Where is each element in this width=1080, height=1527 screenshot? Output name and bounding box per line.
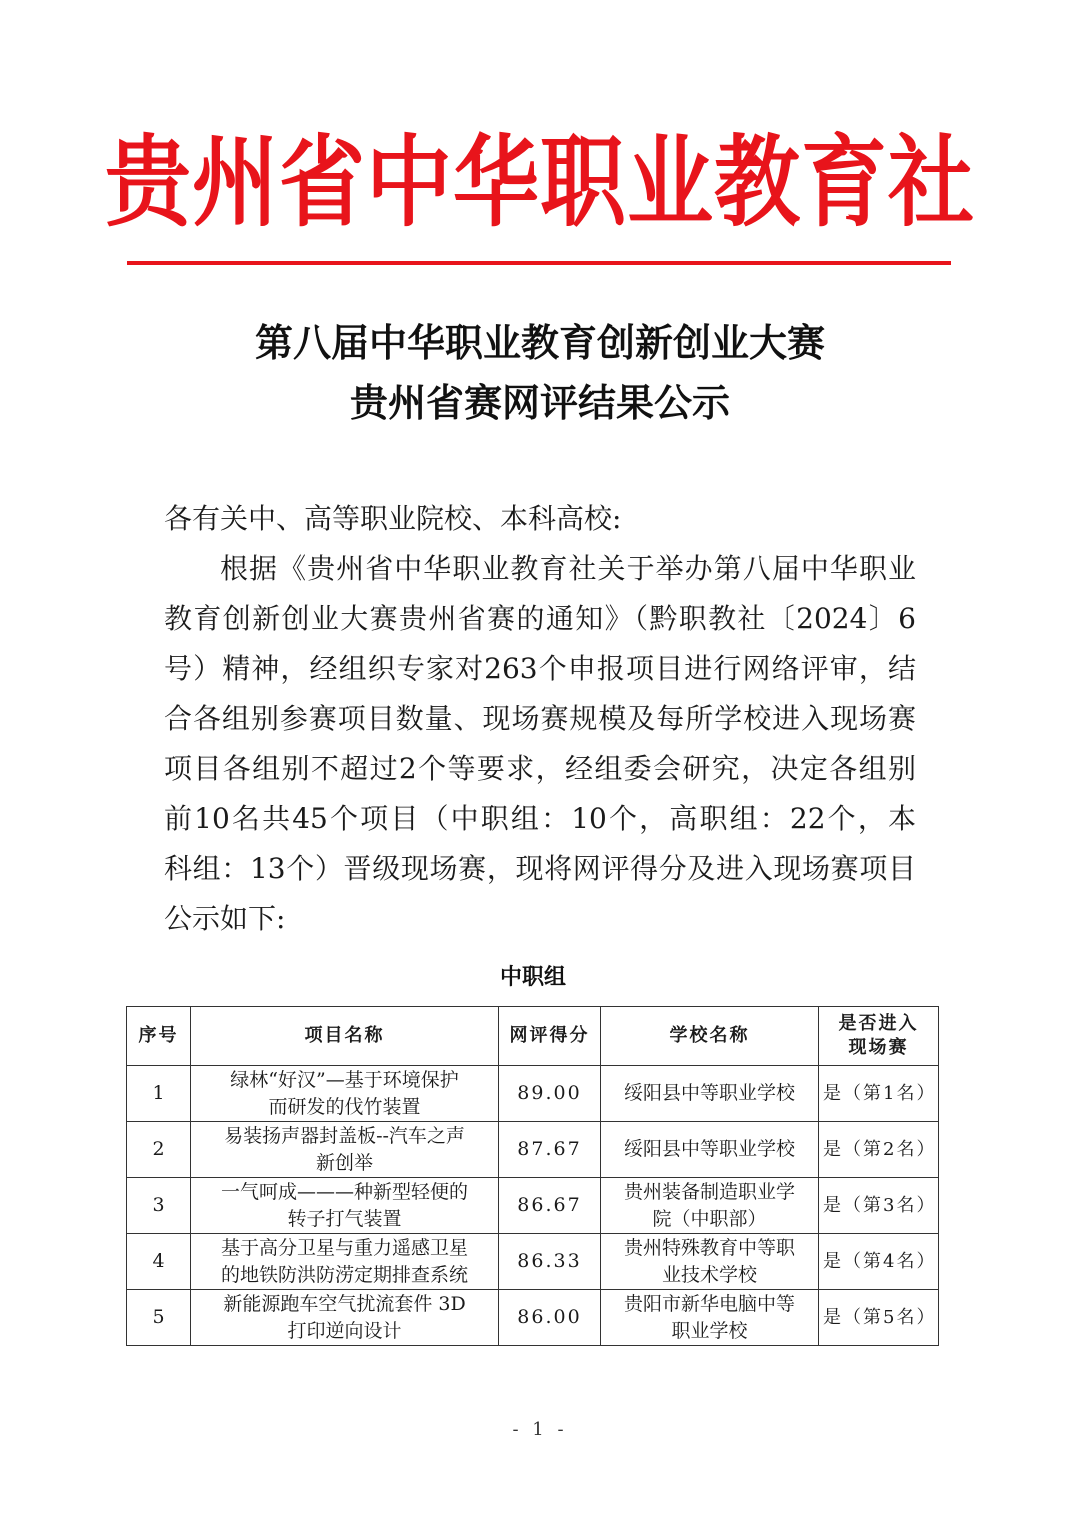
letterhead-red-rule [127, 261, 951, 265]
salutation: 各有关中、高等职业院校、本科高校: [164, 502, 622, 535]
body-paragraph-line: 号）精神，经组织专家对263个申报项目进行网络评审，结 [164, 652, 916, 685]
cell-project-line-1: 绿林“好汉”—基于环境保护 [230, 1068, 459, 1091]
cell-project-line-2: 而研发的伐竹装置 [268, 1095, 421, 1118]
cell-school-line-1: 贵州装备制造职业学 [623, 1180, 795, 1203]
cell-project-line-2: 新创举 [315, 1151, 373, 1174]
cell-seq: 1 [127, 1066, 191, 1122]
cell-project [191, 1290, 499, 1346]
header-advance-line-1: 是否进入 [838, 1013, 919, 1034]
cell-school-line-1: 贵州特殊教育中等职 [623, 1236, 795, 1259]
cell-school [601, 1234, 819, 1290]
document-title-line-2: 贵州省赛网评结果公示 [349, 380, 730, 425]
header-project: 项目名称 [191, 1007, 499, 1066]
body-paragraph-line: 前10名共45个项目（中职组：10个，高职组：22个，本 [164, 802, 916, 835]
table-header-row [127, 1007, 939, 1066]
body-paragraph-line: 公示如下: [164, 902, 286, 935]
cell-advance: 是（第5名） [819, 1290, 939, 1346]
cell-school [601, 1290, 819, 1346]
cell-advance: 是（第3名） [819, 1178, 939, 1234]
body-paragraph-line: 科组：13个）晋级现场赛，现将网评得分及进入现场赛项目 [164, 852, 916, 885]
table-row [127, 1178, 939, 1234]
cell-school-line-2: 院（中职部） [652, 1207, 767, 1230]
body-paragraph-line: 根据《贵州省中华职业教育社关于举办第八届中华职业 [220, 552, 916, 585]
header-advance-line-2: 现场赛 [848, 1037, 909, 1058]
cell-score: 89.00 [499, 1066, 601, 1122]
cell-score: 86.33 [499, 1234, 601, 1290]
cell-project-line-2: 的地铁防洪防涝定期排查系统 [220, 1263, 468, 1286]
results-table [126, 1006, 939, 1346]
cell-project [191, 1234, 499, 1290]
header-school: 学校名称 [601, 1007, 819, 1066]
cell-school-line-2: 业技术学校 [661, 1263, 757, 1286]
cell-school [601, 1122, 819, 1178]
cell-seq: 5 [127, 1290, 191, 1346]
cell-project [191, 1066, 499, 1122]
cell-project [191, 1178, 499, 1234]
cell-score: 86.67 [499, 1178, 601, 1234]
cell-school-line-1: 绥阳县中等职业学校 [623, 1138, 795, 1160]
cell-seq: 3 [127, 1178, 191, 1234]
cell-project [191, 1122, 499, 1178]
table-row [127, 1066, 939, 1122]
cell-project-line-2: 转子打气装置 [287, 1207, 402, 1230]
cell-project-line-2: 打印逆向设计 [287, 1319, 402, 1342]
table-caption: 中职组 [499, 965, 566, 990]
cell-seq: 2 [127, 1122, 191, 1178]
page-number: - 1 - [512, 1419, 568, 1440]
body-paragraph-line: 项目各组别不超过2个等要求，经组委会研究，决定各组别 [164, 752, 916, 785]
document-title-line-1: 第八届中华职业教育创新创业大赛 [254, 320, 825, 365]
cell-school-line-2: 职业学校 [671, 1319, 748, 1342]
cell-school-line-1: 贵阳市新华电脑中等 [623, 1292, 795, 1315]
cell-project-line-1: 基于高分卫星与重力遥感卫星 [220, 1236, 468, 1259]
cell-project-line-1: 新能源跑车空气扰流套件 3D [223, 1292, 466, 1315]
cell-advance: 是（第1名） [819, 1066, 939, 1122]
body-paragraph-line: 合各组别参赛项目数量、现场赛规模及每所学校进入现场赛 [164, 702, 916, 735]
header-seq: 序号 [127, 1007, 191, 1066]
cell-seq: 4 [127, 1234, 191, 1290]
body-paragraph-line: 教育创新创业大赛贵州省赛的通知》（黔职教社〔2024〕6 [164, 602, 916, 635]
cell-project-line-1: 一气呵成———种新型轻便的 [220, 1180, 468, 1203]
cell-school [601, 1066, 819, 1122]
cell-advance: 是（第4名） [819, 1234, 939, 1290]
header-advance [819, 1007, 939, 1066]
org-letterhead-title: 贵州省中华职业教育社 [105, 125, 975, 241]
cell-score: 87.67 [499, 1122, 601, 1178]
cell-project-line-1: 易装扬声器封盖板--汽车之声 [224, 1124, 465, 1147]
cell-score: 86.00 [499, 1290, 601, 1346]
table-row [127, 1290, 939, 1346]
cell-school-line-1: 绥阳县中等职业学校 [623, 1082, 795, 1104]
cell-school [601, 1178, 819, 1234]
header-score: 网评得分 [499, 1007, 601, 1066]
table-row [127, 1234, 939, 1290]
cell-advance: 是（第2名） [819, 1122, 939, 1178]
table-row [127, 1122, 939, 1178]
